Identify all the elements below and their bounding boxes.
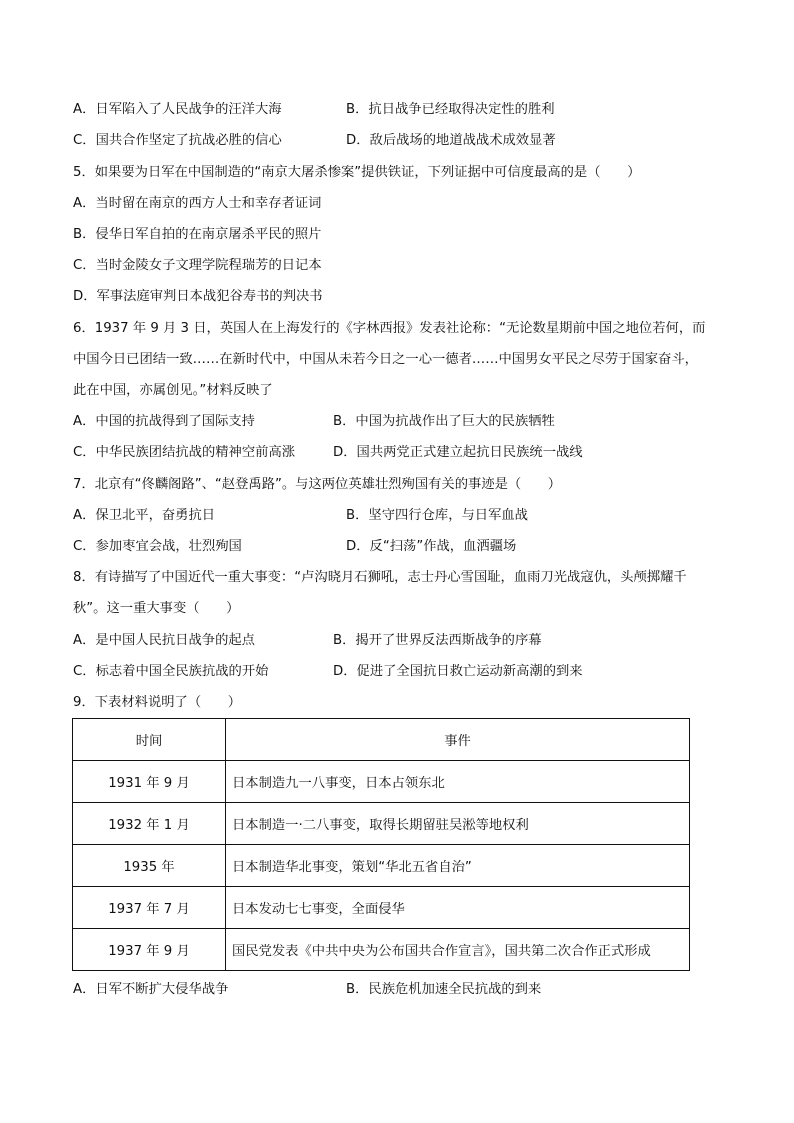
table-cell-event: 国民党发表《中共中央为公布国共合作宣言》，国共第二次合作正式形成 bbox=[226, 929, 690, 971]
q6-option-a: A．中国的抗战得到了国际支持 bbox=[73, 414, 255, 429]
q7-option-b: B．坚守四行仓库，与日军血战 bbox=[346, 508, 528, 523]
q5-option-d: D．军事法庭审判日本战犯谷寿书的判决书 bbox=[73, 289, 323, 304]
q7-option-d: D．反“扫荡”作战，血洒疆场 bbox=[346, 539, 517, 554]
table-row bbox=[73, 887, 690, 929]
table-cell-time: 1935 年 bbox=[73, 845, 226, 887]
q8-option-d: D．促进了全国抗日救亡运动新高潮的到来 bbox=[333, 664, 583, 679]
table-cell-event: 日本制造华北事变，策划“华北五省自治” bbox=[226, 845, 690, 887]
q5-option-a: A．当时留在南京的西方人士和幸存者证词 bbox=[73, 196, 322, 211]
q8-option-b: B．揭开了世界反法西斯战争的序幕 bbox=[333, 633, 542, 648]
q5-stem: 5．如果要为日军在中国制造的“南京大屠杀惨案”提供铁证，下列证据中可信度最高的是（ ） bbox=[73, 165, 641, 180]
q8-stem-line-2: 秋”。这一重大事变（ ） bbox=[73, 601, 240, 616]
q6-option-c: C．中华民族团结抗战的精神空前高涨 bbox=[73, 445, 296, 460]
table-header-time: 时间 bbox=[73, 719, 226, 761]
q8-option-a: A．是中国人民抗日战争的起点 bbox=[73, 633, 255, 648]
q5-option-c: C．当时金陵女子文理学院程瑞芳的日记本 bbox=[73, 258, 322, 273]
q5-option-b: B．侵华日军自拍的在南京屠杀平民的照片 bbox=[73, 227, 322, 242]
table-cell-event: 日本制造一·二八事变，取得长期留驻吴淞等地权利 bbox=[226, 803, 690, 845]
q7-option-a: A．保卫北平，奋勇抗日 bbox=[73, 508, 216, 523]
table-cell-time: 1932 年 1 月 bbox=[73, 803, 226, 845]
table-header-row bbox=[73, 719, 690, 761]
table-cell-time: 1931 年 9 月 bbox=[73, 761, 226, 803]
q6-option-d: D．国共两党正式建立起抗日民族统一战线 bbox=[333, 445, 583, 460]
q4-option-b: B．抗日战争已经取得决定性的胜利 bbox=[346, 102, 555, 117]
q4-option-d: D．敌后战场的地道战战术成效显著 bbox=[346, 133, 556, 148]
table-cell-event: 日本制造九一八事变，日本占领东北 bbox=[226, 761, 690, 803]
table-row bbox=[73, 845, 690, 887]
table-row bbox=[73, 803, 690, 845]
q6-stem-line-3: 此在中国，亦属创见。”材料反映了 bbox=[73, 383, 273, 398]
q9-option-b: B．民族危机加速全民抗战的到来 bbox=[346, 982, 542, 997]
q8-stem-line-1: 8．有诗描写了中国近代一重大事变：“卢沟晓月石狮吼，志士丹心雪国耻，血雨刀光战寇仇，头颅掷耀千 bbox=[73, 570, 687, 585]
q4-option-c: C．国共合作坚定了抗战必胜的信心 bbox=[73, 133, 282, 148]
q7-stem: 7．北京有“佟麟阁路”、“赵登禹路”。与这两位英雄壮烈殉国有关的事迹是（ ） bbox=[73, 477, 562, 492]
q6-option-b: B．中国为抗战作出了巨大的民族牺牲 bbox=[333, 414, 555, 429]
table-cell-event: 日本发动七七事变，全面侵华 bbox=[226, 887, 690, 929]
table-header-event: 事件 bbox=[226, 719, 690, 761]
q7-option-c: C．参加枣宜会战，壮烈殉国 bbox=[73, 539, 242, 554]
events-table bbox=[72, 718, 690, 971]
q4-option-a: A．日军陷入了人民战争的汪洋大海 bbox=[73, 102, 282, 117]
q6-stem-line-1: 6．1937 年 9 月 3 日，英国人在上海发行的《字林西报》发表社论称：“无论数星期前中国之地位若何，而 bbox=[73, 321, 706, 336]
table-row bbox=[73, 761, 690, 803]
q8-option-c: C．标志着中国全民族抗战的开始 bbox=[73, 664, 269, 679]
table-cell-time: 1937 年 7 月 bbox=[73, 887, 226, 929]
q9-stem: 9．下表材料说明了（ ） bbox=[73, 695, 242, 710]
table-cell-time: 1937 年 9 月 bbox=[73, 929, 226, 971]
q6-stem-line-2: 中国今日已团结一致……在新时代中，中国从未若今日之一心一德者……中国男女平民之尽劳于国家奋斗， bbox=[73, 352, 698, 367]
q9-option-a: A．日军不断扩大侵华战争 bbox=[73, 982, 229, 997]
table-row bbox=[73, 929, 690, 971]
